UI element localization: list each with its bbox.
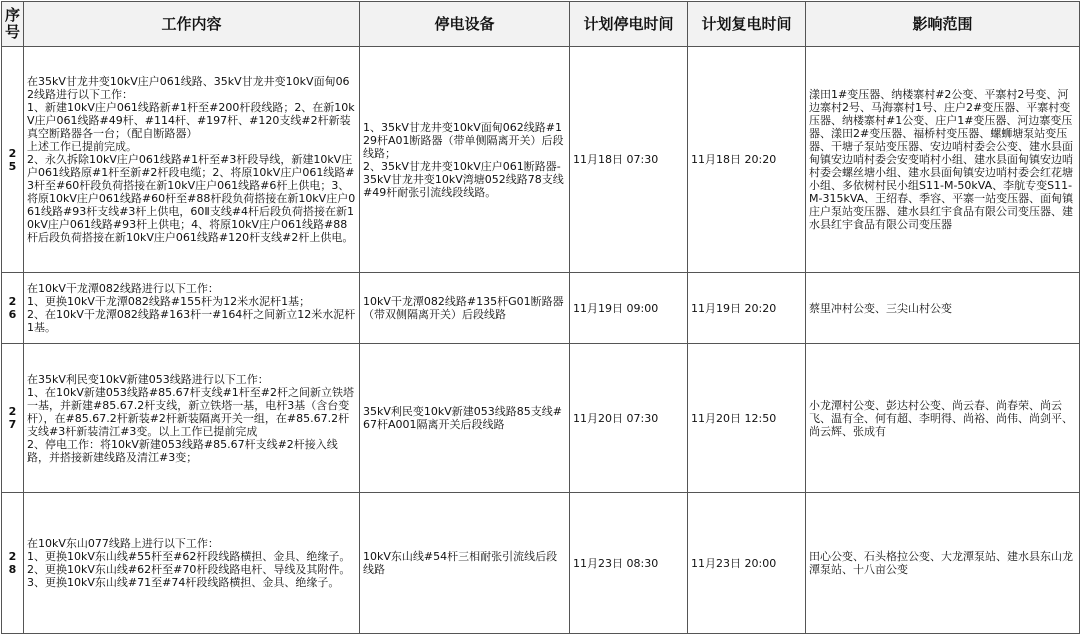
header-planned-stop-time: 计划停电时间 bbox=[570, 2, 688, 47]
table-row bbox=[2, 344, 1080, 493]
row-seq: 25 bbox=[2, 47, 24, 273]
header-seq-line2: 号 bbox=[5, 23, 21, 41]
row-seq: 28 bbox=[2, 493, 24, 634]
row-stop-time: 11月20日 07:30 bbox=[570, 344, 688, 493]
header-impact-scope: 影响范围 bbox=[806, 2, 1080, 47]
row-stop-time: 11月18日 07:30 bbox=[570, 47, 688, 273]
row-impact-scope: 漾田1#变压器、纳楼寨村#2公变、平寨村2号变、河边寨村2号、马海寨村1号、庄户2#变压器、平寨村变压器、纳楼寨村#1公变、庄户1#变压器、河边寨变压器、漾田2#变压器、福桥村变压器、螺蛳塘泵站变压器、干塘子泵站变压器、安边哨村委会公变、建水县面甸镇安边哨村委会安变哨村小组、建水县面甸镇安边哨村委会螺丝塘小组、建水县面甸镇安边哨村委会红花塘小组、多依树村民小组S11-M-50kVA、李航专变S11-M-315kVA、王绍春、季容、平寨一站变压器、面甸镇庄户泵站变压器、建水县红宇食品有限公司变压器、建水县红宇食品有限公司变压器 bbox=[806, 47, 1080, 273]
row-restore-time: 11月23日 20:00 bbox=[688, 493, 806, 634]
row-restore-time: 11月18日 20:20 bbox=[688, 47, 806, 273]
row-restore-time: 11月20日 12:50 bbox=[688, 344, 806, 493]
row-work-content: 在35kV利民变10kV新建053线路进行以下工作： 1、在10kV新建053线路#85.67杆支线#1杆至#2杆之间新立铁塔一基，并新建#85.67.2杆支线，新立铁塔一基，电杆3基（含台变杆），在#85.67.2杆新装#2杆新装隔离开关一组，在#85.67.2杆支线#3杆新装清江#3变。以上工作已提前完成 2、停电工作：将10kV新建053线路#85.67杆支线#2杆接入线路，并搭接新建线路及清江#3变； bbox=[24, 344, 360, 493]
header-seq-line1: 序 bbox=[5, 6, 21, 24]
header-planned-restore-time: 计划复电时间 bbox=[688, 2, 806, 47]
row-outage-equipment: 1、35kV甘龙井变10kV面甸062线路#129杆A01断路器（带单侧隔离开关）后段线路； 2、35kV甘龙井变10kV庄户061断路器-35kV甘龙井变10kV湾塘052线路78支线#49杆耐张引流线段线路。 bbox=[360, 47, 570, 273]
header-seq bbox=[2, 2, 24, 47]
outage-schedule-table bbox=[1, 1, 1080, 634]
row-impact-scope: 田心公变、石头格拉公变、大龙潭泵站、建水县东山龙潭泵站、十八亩公变 bbox=[806, 493, 1080, 634]
table-row bbox=[2, 47, 1080, 273]
row-work-content: 在10kV东山077线路上进行以下工作： 1、更换10kV东山线#55杆至#62杆段线路横担、金具、绝缘子。 2、更换10kV东山线#62杆至#70杆段线路电杆、导线及其附件。 3、更换10kV东山线#71至#74杆段线路横担、金具、绝缘子。 bbox=[24, 493, 360, 634]
row-stop-time: 11月19日 09:00 bbox=[570, 273, 688, 344]
table-row bbox=[2, 493, 1080, 634]
table-row bbox=[2, 273, 1080, 344]
row-seq: 26 bbox=[2, 273, 24, 344]
row-work-content: 在10kV干龙潭082线路进行以下工作： 1、更换10kV干龙潭082线路#155杆为12米水泥杆1基； 2、在10kV干龙潭082线路#163杆一#164杆之间新立12米水泥杆1基。 bbox=[24, 273, 360, 344]
row-impact-scope: 蔡里冲村公变、三尖山村公变 bbox=[806, 273, 1080, 344]
row-work-content: 在35kV甘龙井变10kV庄户061线路、35kV甘龙井变10kV面甸062线路进行以下工作： 1、新建10kV庄户061线路新#1杆至#200杆段线路；2、在新10kV庄户061线路#49杆、#114杆、#197杆、#120支线#2杆新装真空断路器各一台；（配自断路器） 上述工作已提前完成。 2、永久拆除10kV庄户061线路#1杆至#3杆段导线，新建10kV庄户061线路原#1杆至新#2杆段电缆；2、将原10kV庄户061线路#3杆至#60杆段负荷搭接在新10kV庄户061线路#6杆上供电；3、将原10kV庄户061线路#60杆至#88杆段负荷搭接在新10kV庄户061线路#93杆支线#3杆上供电，60Ⅱ支线#4杆后段负荷搭接在新10kV庄户061线路#93杆上供电；4、将原10kV庄户061线路#88杆后段负荷搭接在新10kV庄户061线路#120杆支线#2杆上供电。 bbox=[24, 47, 360, 273]
row-seq: 27 bbox=[2, 344, 24, 493]
row-stop-time: 11月23日 08:30 bbox=[570, 493, 688, 634]
row-restore-time: 11月19日 20:20 bbox=[688, 273, 806, 344]
row-impact-scope: 小龙潭村公变、彭达村公变、尚云春、尚春荣、尚云飞、温有全、何有超、李明得、尚裕、尚伟、尚剑平、尚云辉、张成有 bbox=[806, 344, 1080, 493]
row-outage-equipment: 10kV干龙潭082线路#135杆G01断路器（带双侧隔离开关）后段线路 bbox=[360, 273, 570, 344]
header-outage-equipment: 停电设备 bbox=[360, 2, 570, 47]
row-outage-equipment: 35kV利民变10kV新建053线路85支线#67杆A001隔离开关后段线路 bbox=[360, 344, 570, 493]
row-outage-equipment: 10kV东山线#54杆三相耐张引流线后段线路 bbox=[360, 493, 570, 634]
header-work-content: 工作内容 bbox=[24, 2, 360, 47]
table-header-row bbox=[2, 2, 1080, 47]
